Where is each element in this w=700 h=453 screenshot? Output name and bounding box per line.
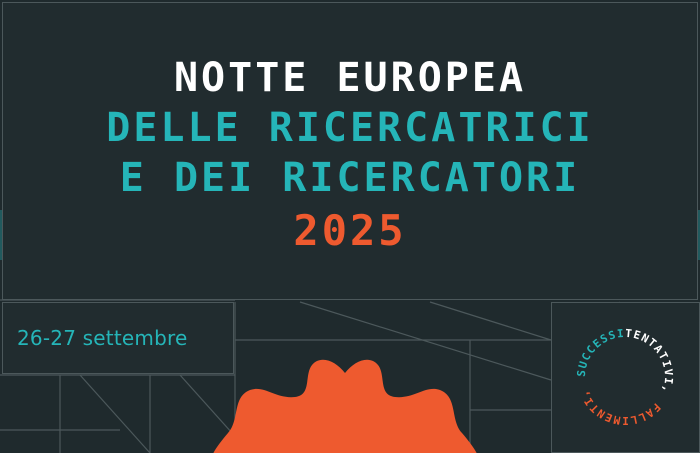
flower-shape-icon bbox=[210, 355, 480, 453]
circular-text-badge bbox=[552, 303, 699, 452]
title-year: 2025 bbox=[293, 206, 407, 255]
badge-word-1: TENTATIVI, bbox=[624, 326, 676, 396]
title-line-2: DELLE RICERCATRICI bbox=[106, 105, 594, 151]
title-line-1: NOTTE EUROPEA bbox=[173, 55, 527, 101]
title-panel bbox=[2, 2, 698, 300]
badge-word-2: FALLIMENTI, bbox=[577, 387, 664, 428]
date-box bbox=[2, 302, 234, 374]
badge-word-3: SUCCESSI bbox=[574, 326, 626, 378]
title-line-3: E DEI RICERCATORI bbox=[119, 155, 581, 201]
event-date: 26-27 settembre bbox=[17, 326, 188, 350]
svg-text:TENTATIVI, FALLIMENT bbox=[575, 327, 675, 427]
badge-box bbox=[551, 302, 700, 453]
